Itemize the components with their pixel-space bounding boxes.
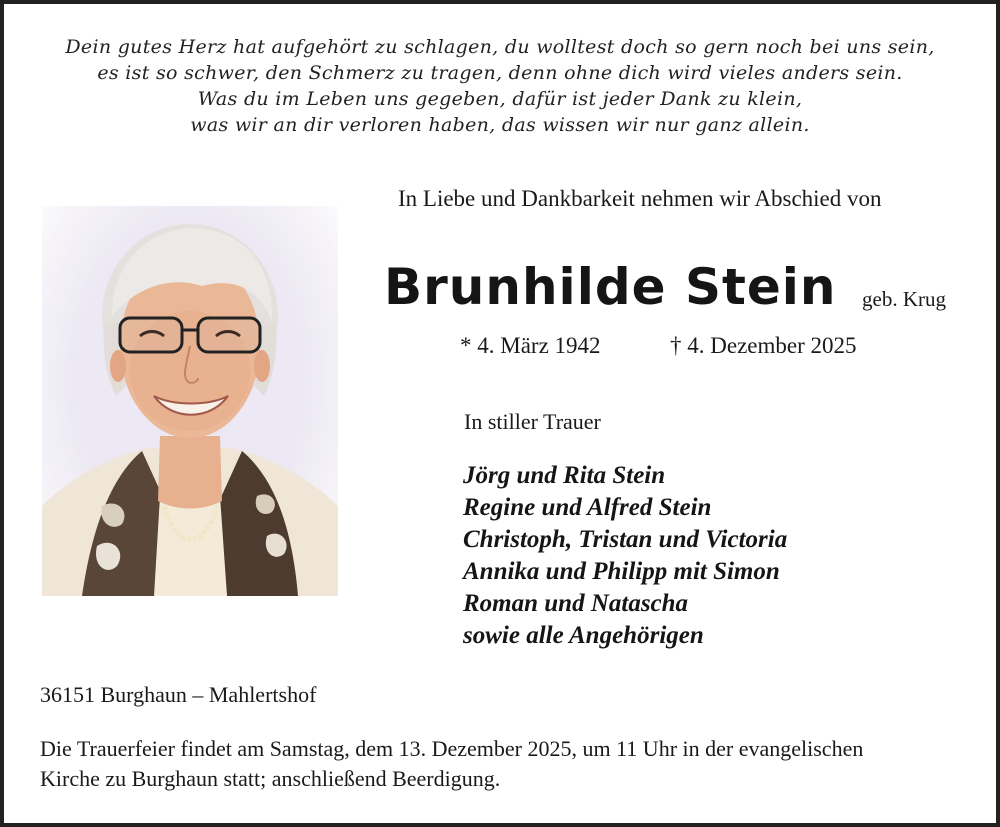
mourner-entry: sowie alle Angehörigen: [463, 622, 704, 649]
maiden-name: geb. Krug: [862, 287, 946, 311]
poem-line: Was du im Leben uns gegeben, dafür ist jeder Dank zu klein,: [197, 88, 803, 110]
mourner-entry: Annika und Philipp mit Simon: [463, 558, 780, 585]
mourner-entry: Jörg und Rita Stein: [463, 462, 666, 489]
funeral-line: Kirche zu Burghaun statt; anschließend Beerdigung.: [40, 766, 501, 791]
mourner-entry: Christoph, Tristan und Victoria: [463, 526, 788, 553]
funeral-line: Die Trauerfeier findet am Samstag, dem 13. Dezember 2025, um 11 Uhr in der evangelischen: [40, 736, 864, 761]
poem-line: es ist so schwer, den Schmerz zu tragen, denn ohne dich wird vieles anders sein.: [97, 62, 903, 84]
mourner-entry: Regine und Alfred Stein: [463, 494, 712, 521]
memorial-poem: [24, 34, 976, 138]
mourning-label: In stiller Trauer: [464, 409, 601, 434]
place-of-residence: 36151 Burghaun – Mahlertshof: [40, 682, 317, 707]
poem-line: Dein gutes Herz hat aufgehört zu schlagen, du wolltest doch so gern noch bei uns sein,: [65, 36, 935, 58]
deceased-name: Brunhilde Stein: [384, 258, 837, 316]
mourner-entry: Roman und Natascha: [463, 590, 689, 617]
mourners-list: [463, 460, 787, 652]
death-date: † 4. Dezember 2025: [670, 333, 857, 358]
poem-line: was wir an dir verloren haben, das wissen wir nur ganz allein.: [190, 114, 810, 136]
birth-date: * 4. März 1942: [460, 333, 601, 358]
portrait-photo: [42, 206, 338, 596]
funeral-notice: [40, 734, 970, 794]
farewell-intro: In Liebe und Dankbarkeit nehmen wir Abschied von: [398, 186, 882, 211]
